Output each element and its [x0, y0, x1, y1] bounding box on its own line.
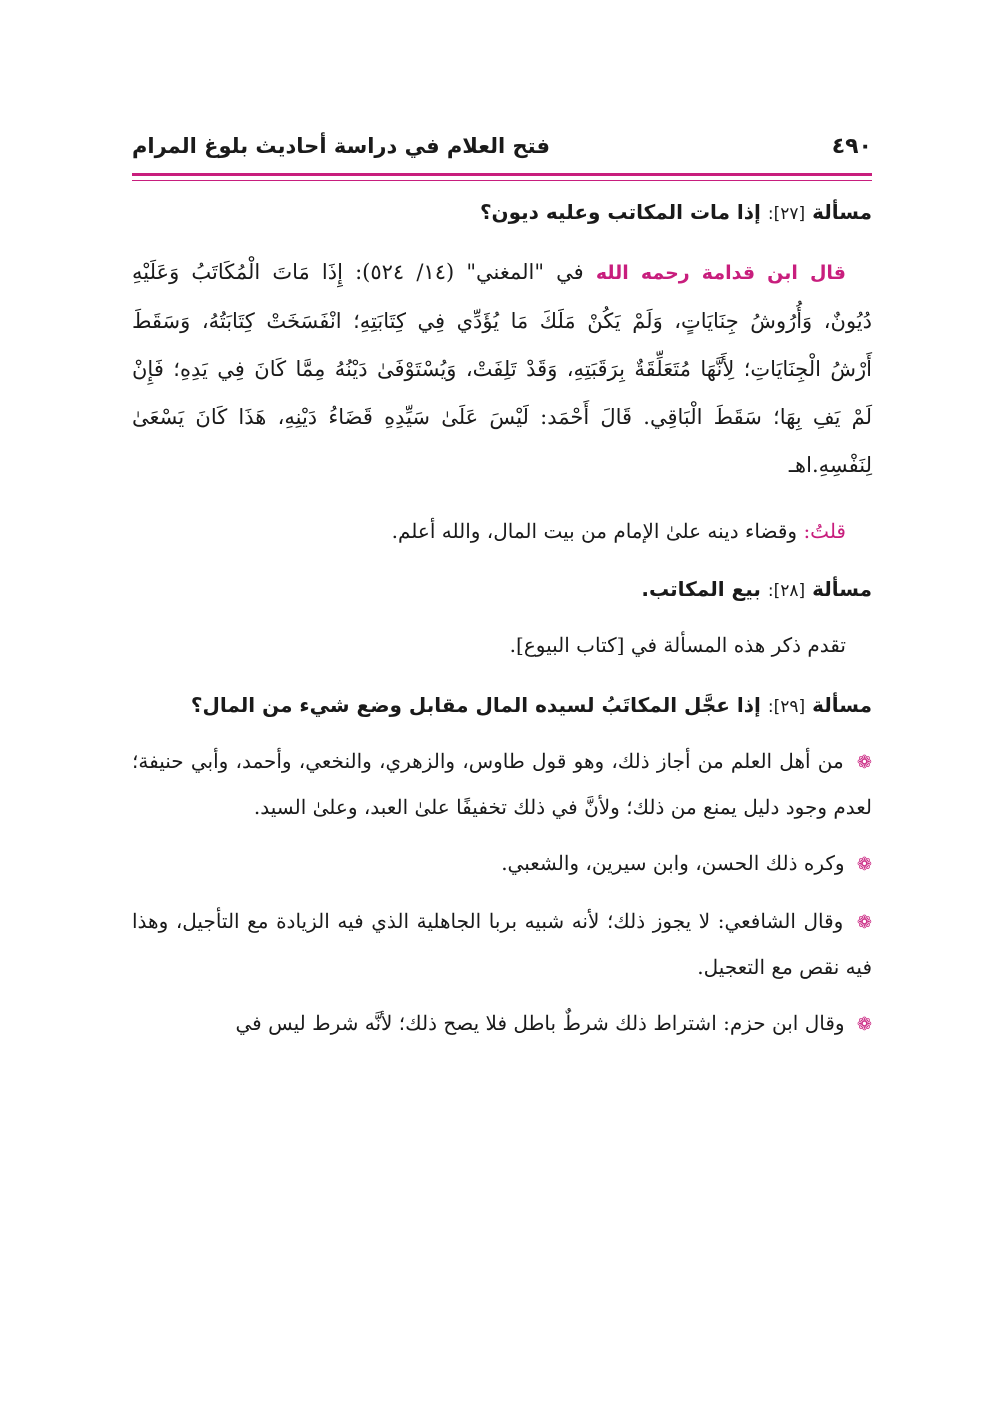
quote-speaker: قال ابن قدامة رحمه الله — [595, 262, 846, 284]
note-label: قلتُ: — [803, 519, 846, 543]
ibn-qudama-quote — [132, 248, 872, 489]
header-rule-thick — [132, 173, 872, 176]
question-label: مسألة — [812, 200, 872, 224]
question-title: بيع المكاتب. — [641, 577, 761, 601]
question-27-heading — [132, 192, 872, 234]
question-title: إذا عجَّل المكاتَبُ لسيده المال مقابل وضع شيء من المال؟ — [190, 693, 761, 717]
quote-text: في "المغني" (١٤/ ٥٢٤): إِذَا مَاتَ الْمُكَاتَبُ وَعَلَيْهِ دُيُونٌ، وَأُرُوشُ جِنَايَاتٍ، وَلَمْ يَكُنْ مَلَكَ مَا يُؤَدِّي فِي كِتَابَتِهِ؛ انْفَسَخَتْ كِتَابَتُهُ، وَسَقَطَ أَرْشُ الْجِنَايَاتِ؛ لِأَنَّهَا مُتَعَلِّقَةٌ بِرَقَبَتِهِ، وَقَدْ تَلِفَتْ، وَيُسْتَوْفَىٰ دَيْنُهُ مِمَّا كَانَ فِي يَدِهِ؛ فَإِنْ لَمْ يَفِ بِهَا؛ سَقَطَ الْبَاقِي. قَالَ أَحْمَد: لَيْسَ عَلَىٰ سَيِّدِهِ قَضَاءُ دَيْنِهِ، هَذَا كَانَ يَسْعَىٰ لِنَفْسِهِ.اهـ — [132, 260, 872, 477]
author-note — [132, 511, 872, 551]
header-rule-thin — [132, 180, 872, 181]
flower-bullet-icon: ❁ — [856, 1014, 872, 1035]
opinion-text: من أهل العلم من أجاز ذلك، وهو قول طاوس، والزهري، والنخعي، وأحمد، وأبي حنيفة؛ لعدم وجود دليل يمنع من ذلك؛ ولأنَّ في ذلك تخفيفًا علىٰ العبد، وعلىٰ السيد. — [132, 749, 872, 819]
opinion-text: وكره ذلك الحسن، وابن سيرين، والشعبي. — [501, 851, 845, 875]
note-text: وقضاء دينه علىٰ الإمام من بيت المال، والله أعلم. — [391, 519, 798, 543]
question-number: [٢٨]: — [767, 581, 806, 601]
page-number: ٤٩٠ — [831, 134, 872, 159]
page-header — [132, 128, 872, 168]
question-number: [٢٩]: — [767, 697, 806, 717]
flower-bullet-icon: ❁ — [856, 854, 872, 875]
question-title: إذا مات المكاتب وعليه ديون؟ — [479, 200, 761, 224]
opinion-paragraph — [132, 841, 872, 887]
question-label: مسألة — [812, 693, 872, 717]
flower-bullet-icon: ❁ — [856, 912, 872, 933]
page-content — [132, 192, 872, 1047]
opinion-text: وقال ابن حزم: اشتراط ذلك شرطٌ باطل فلا يصح ذلك؛ لأنَّه شرط ليس في — [235, 1011, 845, 1035]
flower-bullet-icon: ❁ — [856, 752, 872, 773]
running-title: فتح العلام في دراسة أحاديث بلوغ المرام — [132, 134, 550, 158]
question-28-heading — [132, 569, 872, 611]
opinion-text: وقال الشافعي: لا يجوز ذلك؛ لأنه شبيه بربا الجاهلية الذي فيه الزيادة مع التأجيل، وهذا فيه نقص مع التعجيل. — [132, 909, 872, 979]
opinion-paragraph — [132, 739, 872, 829]
question-label: مسألة — [812, 577, 872, 601]
question-28-text: تقدم ذكر هذه المسألة في [كتاب البيوع]. — [509, 633, 846, 657]
opinion-paragraph — [132, 899, 872, 989]
question-number: [٢٧]: — [767, 204, 806, 224]
question-29-heading — [132, 685, 872, 727]
opinion-paragraph — [132, 1001, 872, 1047]
